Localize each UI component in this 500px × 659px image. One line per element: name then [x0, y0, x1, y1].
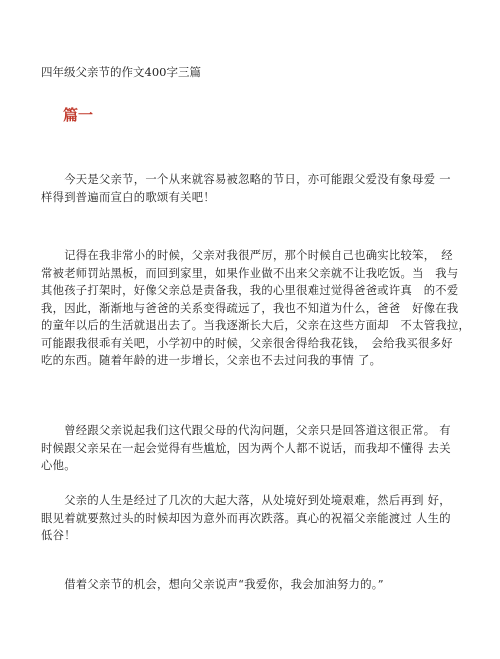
- paragraph-line: 低谷！: [41, 529, 76, 542]
- section-heading: 篇一: [63, 106, 94, 124]
- paragraph-line: 父亲的人生是经过了几次的大起大落，从处境好到处境艰难，然后再到 好，: [41, 494, 451, 507]
- paragraph-1: [41, 171, 459, 206]
- paragraph-line: 眼见着就要熬过头的时候却因为意外而再次跌落。真心的祝福父亲能渡过 人生的: [41, 511, 451, 525]
- paragraph-line: 时候跟父亲呆在一起会觉得有些尴尬，因为两个人都不说话，而我却不懂得 去关: [41, 441, 451, 455]
- paragraph-line: 记得在我非常小的时候，父亲对我很严厉，那个时候自己也确实比较笨， 经: [41, 249, 453, 262]
- paragraph-2: [41, 247, 471, 370]
- paragraph-line: 其他孩子打架时，好像父亲总是责备我，我的心里很难过觉得爸爸或许真 的不爱: [41, 284, 459, 297]
- paragraph-line: 样得到普遍而宣白的歌颂有关吧！: [41, 190, 215, 204]
- paragraph-5: [41, 576, 459, 594]
- paragraph-line: 的童年以后的生活就退出去了。当我逐渐长大后，父亲在这些方面却 不太管我拉，: [41, 319, 471, 332]
- paragraph-line: 常被老师罚站黑板，而回到家里，如果作业做不出来父亲就不让我吃饭。当 我与: [41, 266, 459, 280]
- paragraph-line: 今天是父亲节，一个从来就容易被忽略的节日，亦可能跟父爱没有象母爱 一: [41, 173, 451, 186]
- paragraph-3: [41, 422, 459, 475]
- paragraph-line: 心他。: [41, 459, 76, 472]
- paragraph-line: 借着父亲节的机会，想向父亲说声“我爱你，我会加油努力的。”: [41, 578, 384, 591]
- paragraph-line: 可能跟我很乖有关吧，小学初中的时候，父亲很舍得给我花钱， 会给我买很多好: [41, 336, 453, 350]
- document-title: 四年级父亲节的作文400字三篇: [41, 65, 201, 79]
- paragraph-line: 曾经跟父亲说起我们这代跟父母的代沟问题，父亲只是回答道这很正常。 有: [41, 424, 451, 437]
- paragraph-line: 吃的东西。随着年龄的进一步增长，父亲也不去过问我的事情 了。: [41, 354, 382, 367]
- paragraph-4: [41, 492, 459, 545]
- paragraph-line: 我，因此，渐渐地与爸爸的关系变得疏远了，我也不知道为什么，爸爸 好像在我: [41, 301, 459, 315]
